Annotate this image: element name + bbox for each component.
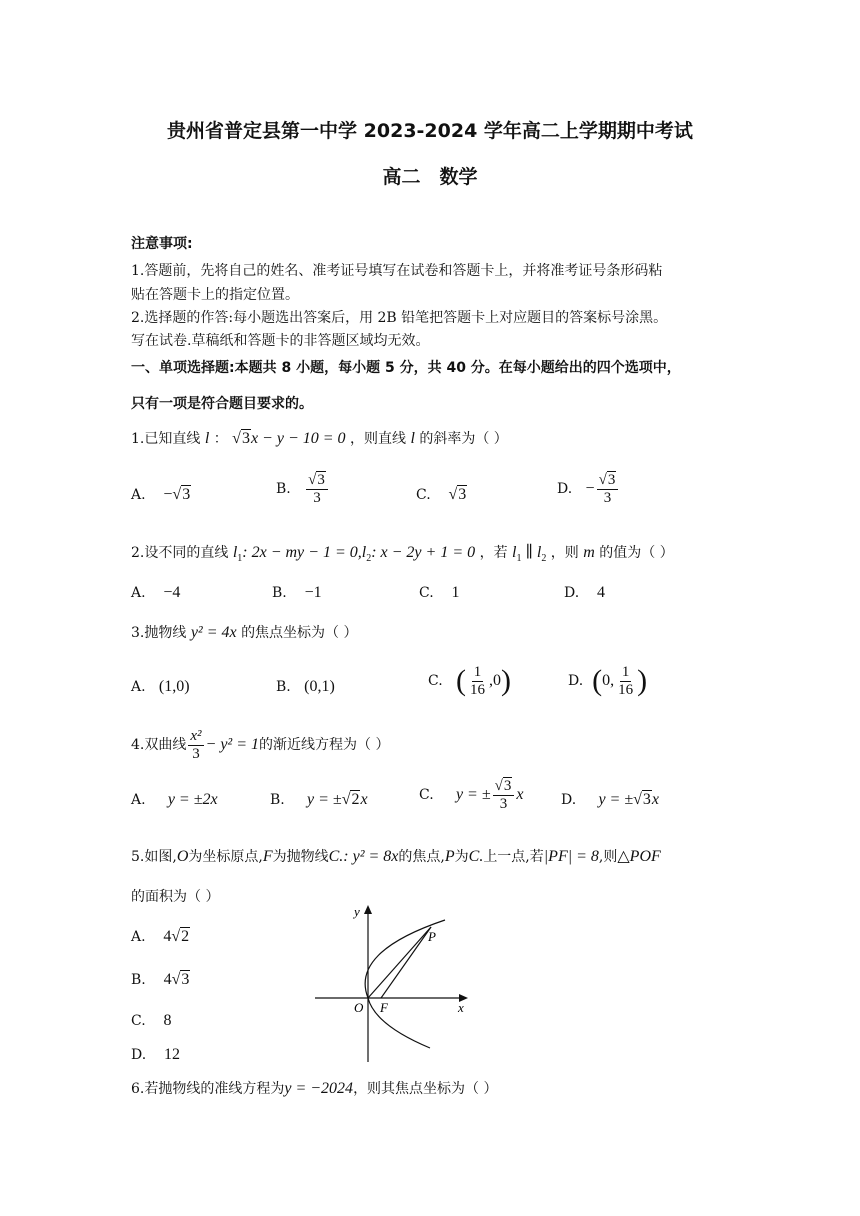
q1-pre: 1.已知直线	[131, 431, 201, 447]
q3-b-label: B.	[276, 679, 291, 695]
q1-d-label: D.	[557, 481, 573, 497]
q2-a-label: A.	[131, 585, 146, 601]
question-4-stem	[131, 728, 389, 762]
q1-c-label: C.	[416, 487, 431, 503]
q3-d-num: 1	[621, 664, 630, 680]
q2-eq1: : 2x − my − 1 = 0,	[242, 544, 362, 561]
question-6-stem	[131, 1078, 498, 1098]
q2-l2-sub-b: 2	[541, 553, 547, 565]
q5-c-label: C.	[131, 1013, 146, 1029]
q1-equation: x − y − 10 = 0	[250, 430, 346, 447]
q4-equation: − y² = 1	[205, 736, 260, 753]
q5-a-value: 4	[163, 928, 172, 945]
q2-c-value: 1	[451, 584, 460, 601]
q4-b-x: x	[360, 791, 368, 808]
q3-d-den: 16	[618, 681, 634, 698]
notes-line1a: 1.答题前，先将自己的姓名、准考证号填写在试卷和答题卡上，并将准考证号条形码粘	[131, 263, 663, 279]
question-5-stem	[131, 846, 661, 866]
q2-l2-sub: 2	[366, 553, 372, 565]
q3-option-b	[276, 678, 335, 696]
q2-option-a	[131, 584, 180, 602]
q1-option-b: B. $\frac{√3}{3}$	[276, 472, 330, 506]
q5-pf: |PF| = 8	[543, 848, 599, 865]
question-2-stem	[131, 542, 674, 564]
q2-l2-b: l	[536, 544, 542, 561]
segment-fp	[381, 927, 431, 998]
q4-b-label: B.	[270, 792, 285, 808]
q2-mid: ，若	[479, 545, 508, 561]
q4-option-d: D. y = ±√3x	[561, 791, 660, 808]
q3-c-num: 1	[473, 664, 482, 680]
q3-post: 的焦点坐标为（ ）	[241, 625, 358, 641]
q2-l1-sub: 1	[237, 553, 243, 565]
q5-line2: 的面积为（ ）	[131, 889, 220, 905]
q1-a-label: A.	[131, 487, 146, 503]
q5-d-label: D.	[131, 1047, 147, 1063]
q2-m: m	[583, 544, 595, 561]
q6-pre: 6.若抛物线的准线方程为	[131, 1081, 285, 1097]
q1-option-c: C. √3	[416, 486, 467, 503]
q5-c-value: 8	[163, 1012, 172, 1029]
q2-d-label: D.	[564, 585, 580, 601]
q3-a-label: A.	[131, 679, 146, 695]
q3-c-tail: ,0	[489, 672, 502, 689]
q4-c-num: 3	[503, 778, 512, 794]
q5-t4: 为	[454, 849, 469, 865]
q2-mid2: ，则	[550, 545, 579, 561]
question-1-stem: 1.已知直线 l ： √3x − y − 10 = 0 ，则直线 l 的斜率为（ ）	[131, 430, 508, 447]
q3-pre: 3.抛物线	[131, 625, 187, 641]
q2-a-value: −4	[163, 584, 181, 601]
q4-d-x: x	[651, 791, 660, 808]
parabola-figure	[310, 900, 480, 1065]
q3-d-head: 0,	[602, 672, 615, 689]
q4-d-value: y = ±	[598, 791, 634, 808]
q3-d-label: D.	[568, 673, 584, 689]
q4-pre: 4.双曲线	[131, 737, 187, 753]
q5-pre: 5.如图,	[131, 849, 177, 865]
q1-option-a: A. −√3	[131, 486, 191, 503]
q5-d-value: 12	[164, 1046, 180, 1063]
q1-colon: ：	[213, 431, 228, 447]
fig-y-label: y	[354, 904, 360, 919]
q4-option-b: B. y = ±√2x	[270, 791, 368, 808]
q4-den: 3	[192, 745, 200, 762]
q2-option-c	[419, 584, 459, 602]
q4-c-value: y = ±	[455, 786, 491, 803]
q1-d-minus: −	[585, 480, 595, 497]
section1-line2: 只有一项是符合题目要求的。	[131, 396, 313, 412]
q6-post: ，则其焦点坐标为（ ）	[353, 1081, 498, 1097]
q5-equation: : y² = 8x	[343, 848, 399, 865]
q5-t2: 为抛物线	[272, 849, 329, 865]
exam-title: 贵州省普定县第一中学 2023-2024 学年高二上学期期中考试	[167, 120, 693, 142]
q2-post: 的值为（ ）	[599, 545, 674, 561]
q1-post: 的斜率为（ ）	[419, 431, 508, 447]
q2-l1-b: l	[512, 544, 517, 561]
q1-a-minus: −	[163, 486, 173, 503]
exam-subtitle: 高二 数学	[382, 166, 478, 188]
q5-option-c	[131, 1012, 171, 1030]
q4-d-label: D.	[561, 792, 577, 808]
notes-line2b: 写在试卷.草稿纸和答题卡的非答题区域均无效。	[131, 333, 430, 349]
q2-option-d	[564, 584, 605, 602]
q2-l2: l	[361, 544, 367, 561]
q5-t5: 上一点,若	[483, 849, 544, 865]
q1-line-l: l	[204, 430, 210, 447]
section1-line1: 一、单项选择题:本题共 8 小题，每小题 5 分，共 40 分。在每小题给出的四个选项中，	[131, 360, 681, 376]
q4-post: 的渐近线方程为（ ）	[259, 737, 390, 753]
q5-o: O	[176, 848, 189, 865]
q4-c-x: x	[516, 786, 524, 803]
q4-num: x²	[190, 728, 202, 744]
q5-t6: ,则	[598, 849, 618, 865]
q1-b-num: 3	[317, 472, 325, 488]
q2-d-value: 4	[597, 584, 605, 601]
q1-b-label: B.	[276, 481, 291, 497]
q1-a-radicand: 3	[182, 486, 191, 503]
q2-pre: 2.设不同的直线	[131, 545, 229, 561]
q5-b-radicand: 3	[181, 971, 190, 988]
q5-b-value: 4	[163, 971, 172, 988]
fig-o-label: O	[354, 1000, 364, 1015]
q5-option-b: B. 4√3	[131, 971, 190, 988]
q2-l1: l	[232, 544, 238, 561]
segment-op	[368, 927, 431, 998]
q1-mid: ，则直线	[350, 431, 406, 447]
q4-c-label: C.	[419, 787, 434, 803]
q1-b-den: 3	[313, 489, 321, 506]
q2-b-value: −1	[304, 584, 322, 601]
q4-c-den: 3	[499, 795, 508, 812]
q2-l1-sub-b: 1	[516, 553, 522, 565]
q3-option-c: C. ( $\frac{1}{16}$ ,0)	[428, 664, 512, 698]
fig-p-label: P	[428, 929, 436, 944]
q5-option-a: A. 4√2	[131, 928, 190, 945]
notes-line1b: 贴在答题卡上的指定位置。	[131, 287, 299, 303]
q1-c-radicand: 3	[458, 486, 467, 503]
q2-parallel: ∥	[521, 544, 537, 561]
question-3-stem	[131, 622, 358, 642]
q1-option-d: D. − $\frac{√3}{3}$	[557, 472, 620, 506]
q5-triangle: △POF	[617, 848, 661, 865]
q1-d-den: 3	[603, 489, 612, 506]
q4-b-value: y = ±	[307, 791, 342, 808]
q6-equation: y = −2024	[284, 1080, 354, 1097]
q3-equation: y² = 4x	[190, 624, 237, 641]
q4-b-radicand: 2	[351, 791, 360, 808]
q1-d-num: 3	[607, 472, 616, 488]
q5-f: F	[262, 848, 273, 865]
q3-option-d: D. (0, $\frac{1}{16}$ )	[568, 664, 648, 698]
notes-heading: 注意事项:	[131, 236, 193, 252]
notes-line2a: 2.选择题的作答:每小题选出答案后，用 2B 铅笔把答题卡上对应题目的答案标号涂黑。	[131, 310, 668, 326]
q3-b-value: (0,1)	[304, 678, 335, 695]
q3-c-den: 16	[470, 681, 486, 698]
q5-t3: 的焦点,	[398, 849, 445, 865]
q2-b-label: B.	[272, 585, 287, 601]
fig-f-label: F	[380, 1000, 388, 1015]
q4-a-value: y = ±2x	[167, 791, 218, 808]
q5-t1: 为坐标原点,	[188, 849, 263, 865]
q4-d-radicand: 3	[642, 791, 651, 808]
q3-a-value: (1,0)	[158, 678, 190, 695]
q4-a-label: A.	[131, 792, 146, 808]
q5-c: C.	[328, 848, 344, 865]
fig-x-label: x	[458, 1000, 464, 1015]
q5-option-d	[131, 1046, 180, 1064]
y-axis-arrow	[364, 905, 372, 914]
q1-line-l-2: l	[410, 430, 415, 447]
q4-option-c: C. y = ± $\frac{√3}{3}$ x	[419, 778, 524, 812]
q5-a-radicand: 2	[181, 928, 190, 945]
q1-sqrt-radicand: 3	[241, 430, 250, 447]
q4-option-a	[131, 791, 218, 809]
q3-c-label: C.	[428, 673, 443, 689]
q5-a-label: A.	[131, 929, 146, 945]
q3-option-a	[131, 678, 190, 696]
q2-c-label: C.	[419, 585, 434, 601]
q2-option-b	[272, 584, 322, 602]
q5-b-label: B.	[131, 972, 146, 988]
q5-c-2: C.	[468, 848, 484, 865]
q5-p: P	[444, 848, 455, 865]
q2-eq2: : x − 2y + 1 = 0	[371, 544, 476, 561]
